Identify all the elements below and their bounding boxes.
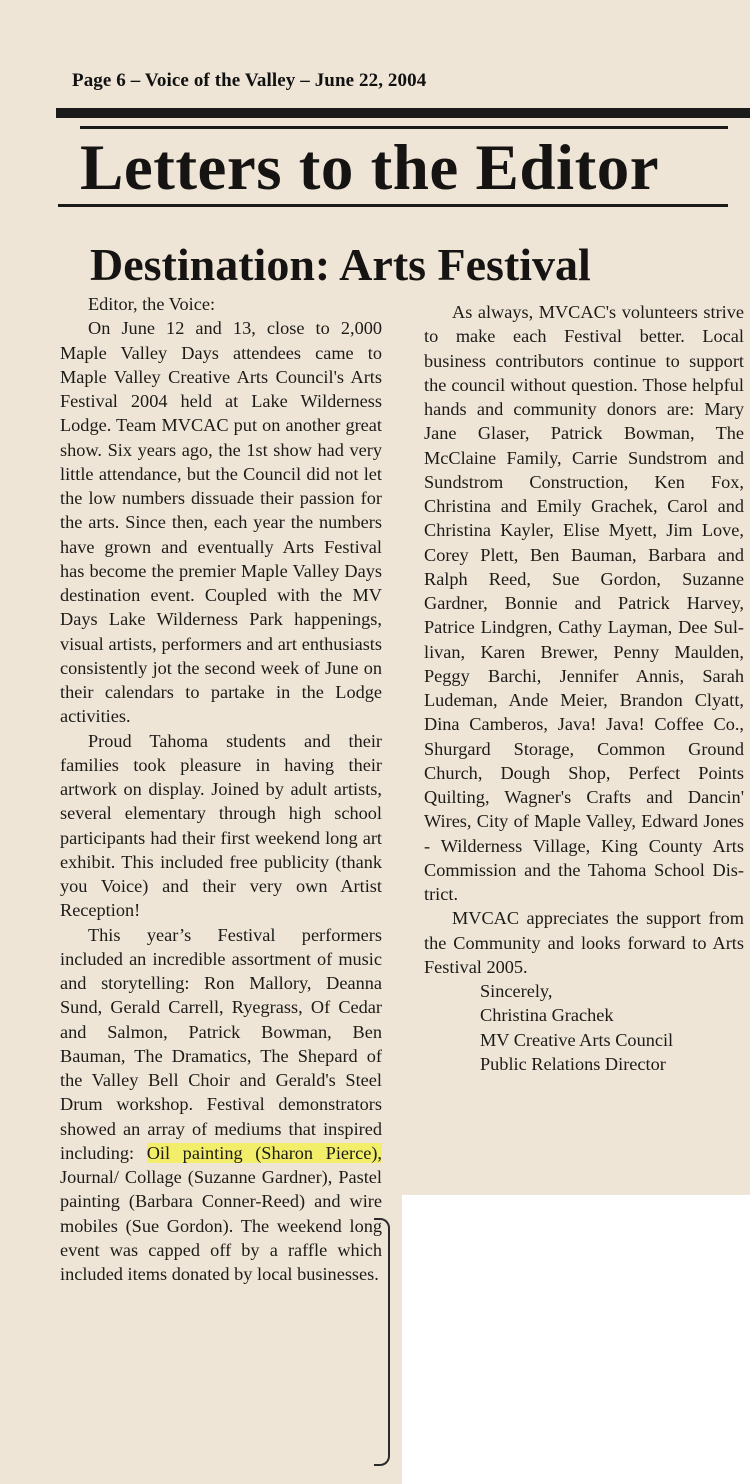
margin-bracket-mark <box>374 1218 390 1466</box>
signer-organization: MV Creative Arts Council <box>480 1029 674 1050</box>
performers-text: This year’s Festival performers included an incredible assortment of music and storytelling: Ron Mallory, Deanna Sund, Gerald Carrell, Ryegrass, Of Cedar and Salmon, Patrick Bowman, Ben Bauman, The Dramatics, The Shepard of the Valley Bell Choir and Gerald's Steel Drum workshop. Festival demonstrators showed an array of mediums that inspired including: <box>60 924 382 1163</box>
paragraph-attendance: On June 12 and 13, close to 2,000 Maple Valley Days attendees came to Maple Valley Creative Arts Council's Arts Festival 2004 held at Lake Wilderness Lodge. Team MVCAC put on another great show. Six years ago, the 1st show had very little attendance, but the Council did not let the low numbers dissuade their passion for the arts. Since then, each year the numbers have grown and eventually Arts Festival has become the premier Maple Valley Days destination event. Coupled with the MV Days Lake Wilderness Park happenings, visual artists, performers and art enthusiasts consistently jot the second week of June on their calendars to partake in the Lodge activities. <box>60 318 382 727</box>
highlighted-text: Oil painting (Sharon Pierce), <box>146 1142 382 1163</box>
closing: Sincerely, <box>480 981 553 1001</box>
paragraph-performers <box>60 923 382 1287</box>
article-column-left <box>60 292 382 1286</box>
paragraph-volunteers: As always, MVCAC's volunteers strive to make each Festival better. Local business contributors continue to support the council without question. Those helpful hands and community donors are: Mary Jane Glaser, Patrick Bowman, The McClaine Family, Carrie Sundstrom and Sundstrom Construction, Ken Fox, Christina and Emily Grachek, Carol and Christina Kayler, Elise Myett, Jim Love, Corey Plett, Ben Bauman, Barbara and Ralph Reed, Sue Gordon, Suzanne Gardner, Bonnie and Patrick Harvey, Patrice Lindgren, Cathy Layman, Dee Sullivan, Karen Brewer, Penny Maulden, Peggy Barchi, Jennifer Annis, Sarah Ludeman, Ande Meier, Brandon Clyatt, Dina Camberos, Java! Java! Coffee Co., Shurgard Storage, Common Ground Church, Dough Shop, Perfect Points Quilting, Wagner's Crafts and Dancin' Wires, City of Maple Valley, Edward Jones - Wilderness Village, King County Arts Commission and the Tahoma School District. <box>424 302 744 904</box>
header-rule-thick <box>56 108 750 118</box>
signer-title: Public Relations Director <box>480 1053 666 1074</box>
paragraph-appreciation: MVCAC appreciates the support from the Community and looks forward to Arts Festival 2005. <box>424 908 744 977</box>
salutation: Editor, the Voice: <box>88 294 216 314</box>
section-title: Letters to the Editor <box>80 132 660 204</box>
section-rule <box>58 204 728 207</box>
clipping-edge-background <box>402 1195 750 1484</box>
signer-name: Christina Grachek <box>480 1005 614 1026</box>
performers-text-end: Journal/ Collage (Suzanne Gardner), Pastel painting (Barbara Conner-Reed) and wire mobiles (Sue Gordon). The weekend long event was capped off by a raffle which included items donated by local businesses. <box>60 1167 382 1284</box>
article-column-right <box>424 300 744 1076</box>
article-headline: Destination: Arts Festival <box>90 239 591 290</box>
page-header: Page 6 – Voice of the Valley – June 22, 2004 <box>72 70 427 91</box>
header-rule-thin <box>80 126 728 129</box>
paragraph-students: Proud Tahoma students and their families took pleasure in having their artwork on display. Joined by adult artists, several elementary through high school participants had their first weekend long art exhibit. This included free publicity (thank you Voice) and their very own Artist Reception! <box>60 730 382 921</box>
